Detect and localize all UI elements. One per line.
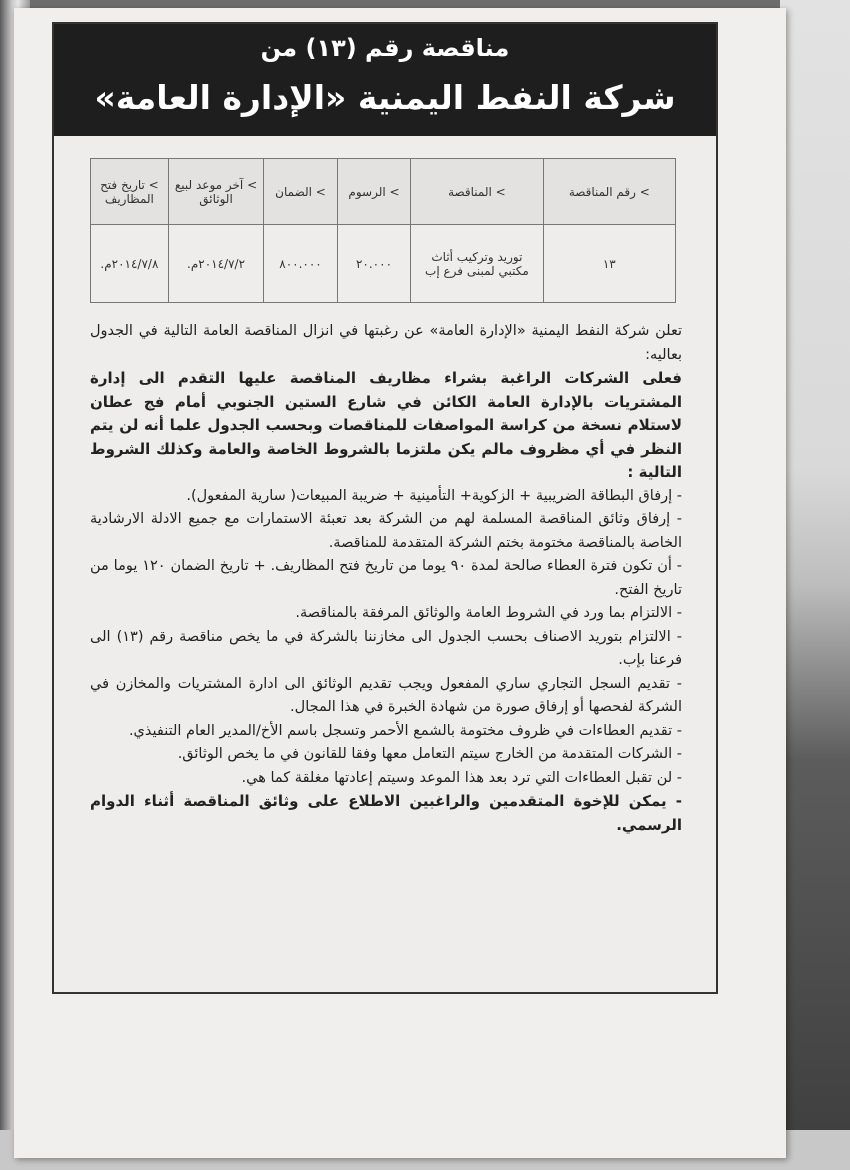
scanner-right-edge — [780, 0, 850, 1170]
requirements-paragraph: فعلى الشركات الراغبة بشراء مظاريف المناقصة عليها التقدم الى إدارة المشتريات بالإدارة العامة الكائن في شارع الستين الجنوبي أمام فج عطان لاستلام نسخة من كراسة المواصفات للمناقصات وبحسب الجدول علما أنه لن يتم النظر في أي مظروف مالم يكن ملتزما بالشروط الخاصة والعامة وكذلك الشروط التالية : — [90, 369, 682, 481]
closing-paragraph: - يمكن للإخوة المتقدمين والراغبين الاطلاع على وثائق المناقصة أثناء الدوام الرسمي. — [90, 792, 682, 834]
tender-table — [90, 158, 676, 303]
tender-title: مناقصة رقم (١٣) من — [260, 34, 510, 62]
condition-item: - لن تقبل العطاءات التي ترد بعد هذا الموعد وسيتم إعادتها مغلقة كما هي. — [241, 769, 682, 786]
header-tender: > المناقصة — [411, 159, 543, 225]
cell-guarantee: ٨٠٠.٠٠٠ — [264, 225, 338, 303]
header-opening-date: > تاريخ فتح المظاريف — [91, 159, 169, 225]
condition-item: - أن تكون فترة العطاء صالحة لمدة ٩٠ يوما من تاريخ فتح المظاريف. + تاريخ الضمان ١٢٠ يوما من تاريخ الفتح. — [90, 558, 683, 598]
cell-last-sale-date: ٢٠١٤/٧/٢م. — [168, 225, 263, 303]
condition-item: - إرفاق البطاقة الضريبية + الزكوية+ التأمينية + ضريبة المبيعات( سارية المفعول). — [186, 487, 682, 504]
header-fees: > الرسوم — [337, 159, 410, 225]
header-guarantee: > الضمان — [264, 159, 338, 225]
intro-paragraph: تعلن شركة النفط اليمنية «الإدارة العامة» عن رغبتها في انزال المناقصة العامة التالية في الجدول بعاليه: — [90, 323, 682, 363]
condition-item: - الالتزام بتوريد الاصناف بحسب الجدول الى مخازننا بالشركة في ما يخص مناقصة رقم (١٣) الى فرعنا بإب. — [90, 628, 682, 668]
cell-tender: توريد وتركيب أثاث مكتبي لمبنى فرع إب — [411, 225, 543, 303]
table-header-row — [91, 159, 676, 225]
company-name: شركة النفط اليمنية «الإدارة العامة» — [94, 78, 676, 117]
condition-item: - الالتزام بما ورد في الشروط العامة والوثائق المرفقة بالمناقصة. — [295, 605, 682, 621]
notice-body — [90, 320, 682, 837]
header-tender-number: > رقم المناقصة — [543, 159, 675, 225]
newspaper-page — [14, 8, 786, 1158]
notice-header — [54, 24, 716, 136]
cell-fees: ٢٠.٠٠٠ — [337, 225, 410, 303]
condition-item: - إرفاق وثائق المناقصة المسلمة لهم من الشركة بعد تعبئة الاستمارات مع جميع الادلة الارشادية الخاصة بالمناقصة مختومة بختم الشركة المتقدمة للمناقصة. — [90, 511, 682, 551]
condition-item: - تقديم العطاءات في ظروف مختومة بالشمع الأحمر وتسجل باسم الأخ/المدير العام التنفيذي. — [128, 722, 682, 739]
cell-tender-number: ١٣ — [543, 225, 675, 303]
condition-item: - تقديم السجل التجاري ساري المفعول ويجب تقديم الوثائق الى ادارة المشتريات والمخازن في الشركة لفحصها أو إرفاق صورة من شهادة الخبرة في هذا المجال. — [90, 675, 682, 715]
condition-item: - الشركات المتقدمة من الخارج سيتم التعامل معها وفقا للقانون في ما يخص الوثائق. — [177, 746, 682, 762]
cell-opening-date: ٢٠١٤/٧/٨م. — [91, 225, 169, 303]
table-row — [91, 225, 676, 303]
tender-notice — [52, 22, 718, 994]
header-last-sale-date: > آخر موعد لبيع الوثائق — [168, 159, 263, 225]
